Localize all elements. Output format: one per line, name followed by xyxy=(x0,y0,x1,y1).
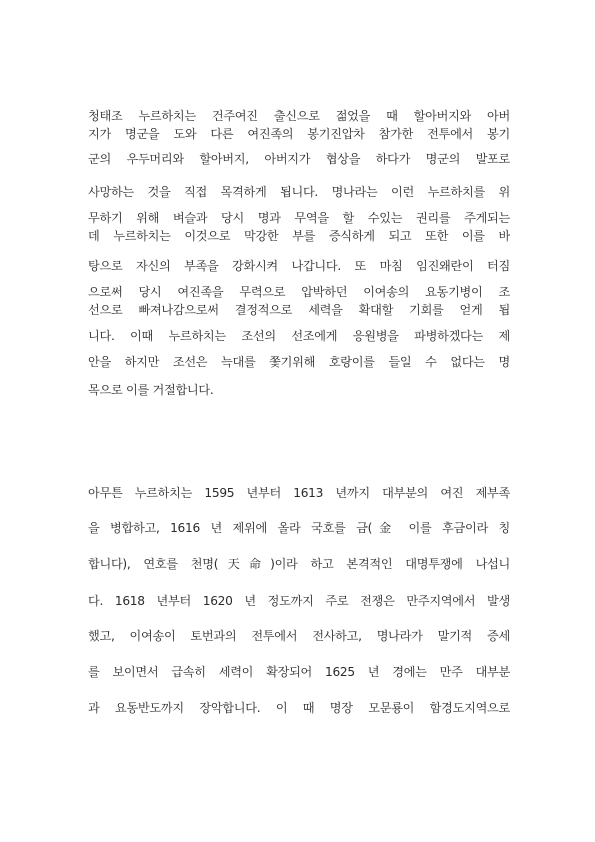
paragraph-1-line-8: 으로써 당시 여진족을 무력으로 압박하던 이여송의 요동기병이 조 xyxy=(88,285,510,299)
paragraph-1-line-2: 지가 명군을 도와 다른 여진족의 봉기진압차 참가한 전투에서 봉기 xyxy=(88,127,510,141)
paragraph-1-line-3: 군의 우두머리와 할아버지, 아버지가 협상을 하다가 명군의 발포로 xyxy=(88,152,510,166)
paragraph-1-line-11: 안을 하지만 조선은 늑대를 쫓기위해 호랑이를 들일 수 없다는 명 xyxy=(88,355,510,369)
paragraph-2-line-5: 했고, 이여송이 토번과의 전투에서 전사하고, 명나라가 말기적 증세 xyxy=(88,629,510,643)
paragraph-2-line-2: 을 병합하고, 1616 년 제위에 올라 국호를 금(金 이를 후금이라 칭 xyxy=(88,521,510,535)
paragraph-1-line-7: 탕으로 자신의 부족을 강화시켜 나갑니다. 또 마침 임진왜란이 터짐 xyxy=(88,259,510,273)
paragraph-1-line-6: 데 누르하치는 이것으로 막강한 부를 증식하게 되고 또한 이를 바 xyxy=(88,229,510,243)
paragraph-1-line-5: 무하기 위해 벼슬과 당시 명과 무역을 할 수있는 권리를 주게되는 xyxy=(88,211,510,225)
paragraph-1-line-9: 선으로 빠져나감으로써 결정적으로 세력을 확대할 기회를 얻게 됩 xyxy=(88,303,510,317)
paragraph-2-line-4: 다. 1618 년부터 1620 년 정도까지 주로 전쟁은 만주지역에서 발생 xyxy=(88,594,510,608)
paragraph-2-line-7: 과 요동반도까지 장악합니다. 이 때 명장 모문룡이 함경도지역으로 xyxy=(88,701,510,715)
paragraph-2-line-6: 를 보이면서 급속히 세력이 확장되어 1625 년 경에는 만주 대부분 xyxy=(88,665,510,679)
paragraph-2-line-3: 합니다), 연호를 천명(天命)이라 하고 본격적인 대명투쟁에 나섭니 xyxy=(88,557,510,571)
paragraph-1-line-4: 사망하는 것을 직접 목격하게 됩니다. 명나라는 이런 누르하치를 위 xyxy=(88,185,510,199)
paragraph-1-line-12: 목으로 이를 거절합니다. xyxy=(88,383,214,397)
paragraph-1-line-10: 니다. 이때 누르하치는 조선의 선조에게 응원병을 파병하겠다는 제 xyxy=(88,329,510,343)
paragraph-2-line-1: 아무튼 누르하치는 1595 년부터 1613 년까지 대부분의 여진 제부족 xyxy=(88,486,510,500)
paragraph-1-line-1: 청태조 누르하치는 건주여진 출신으로 젊었을 때 할아버지와 아버 xyxy=(88,109,510,123)
